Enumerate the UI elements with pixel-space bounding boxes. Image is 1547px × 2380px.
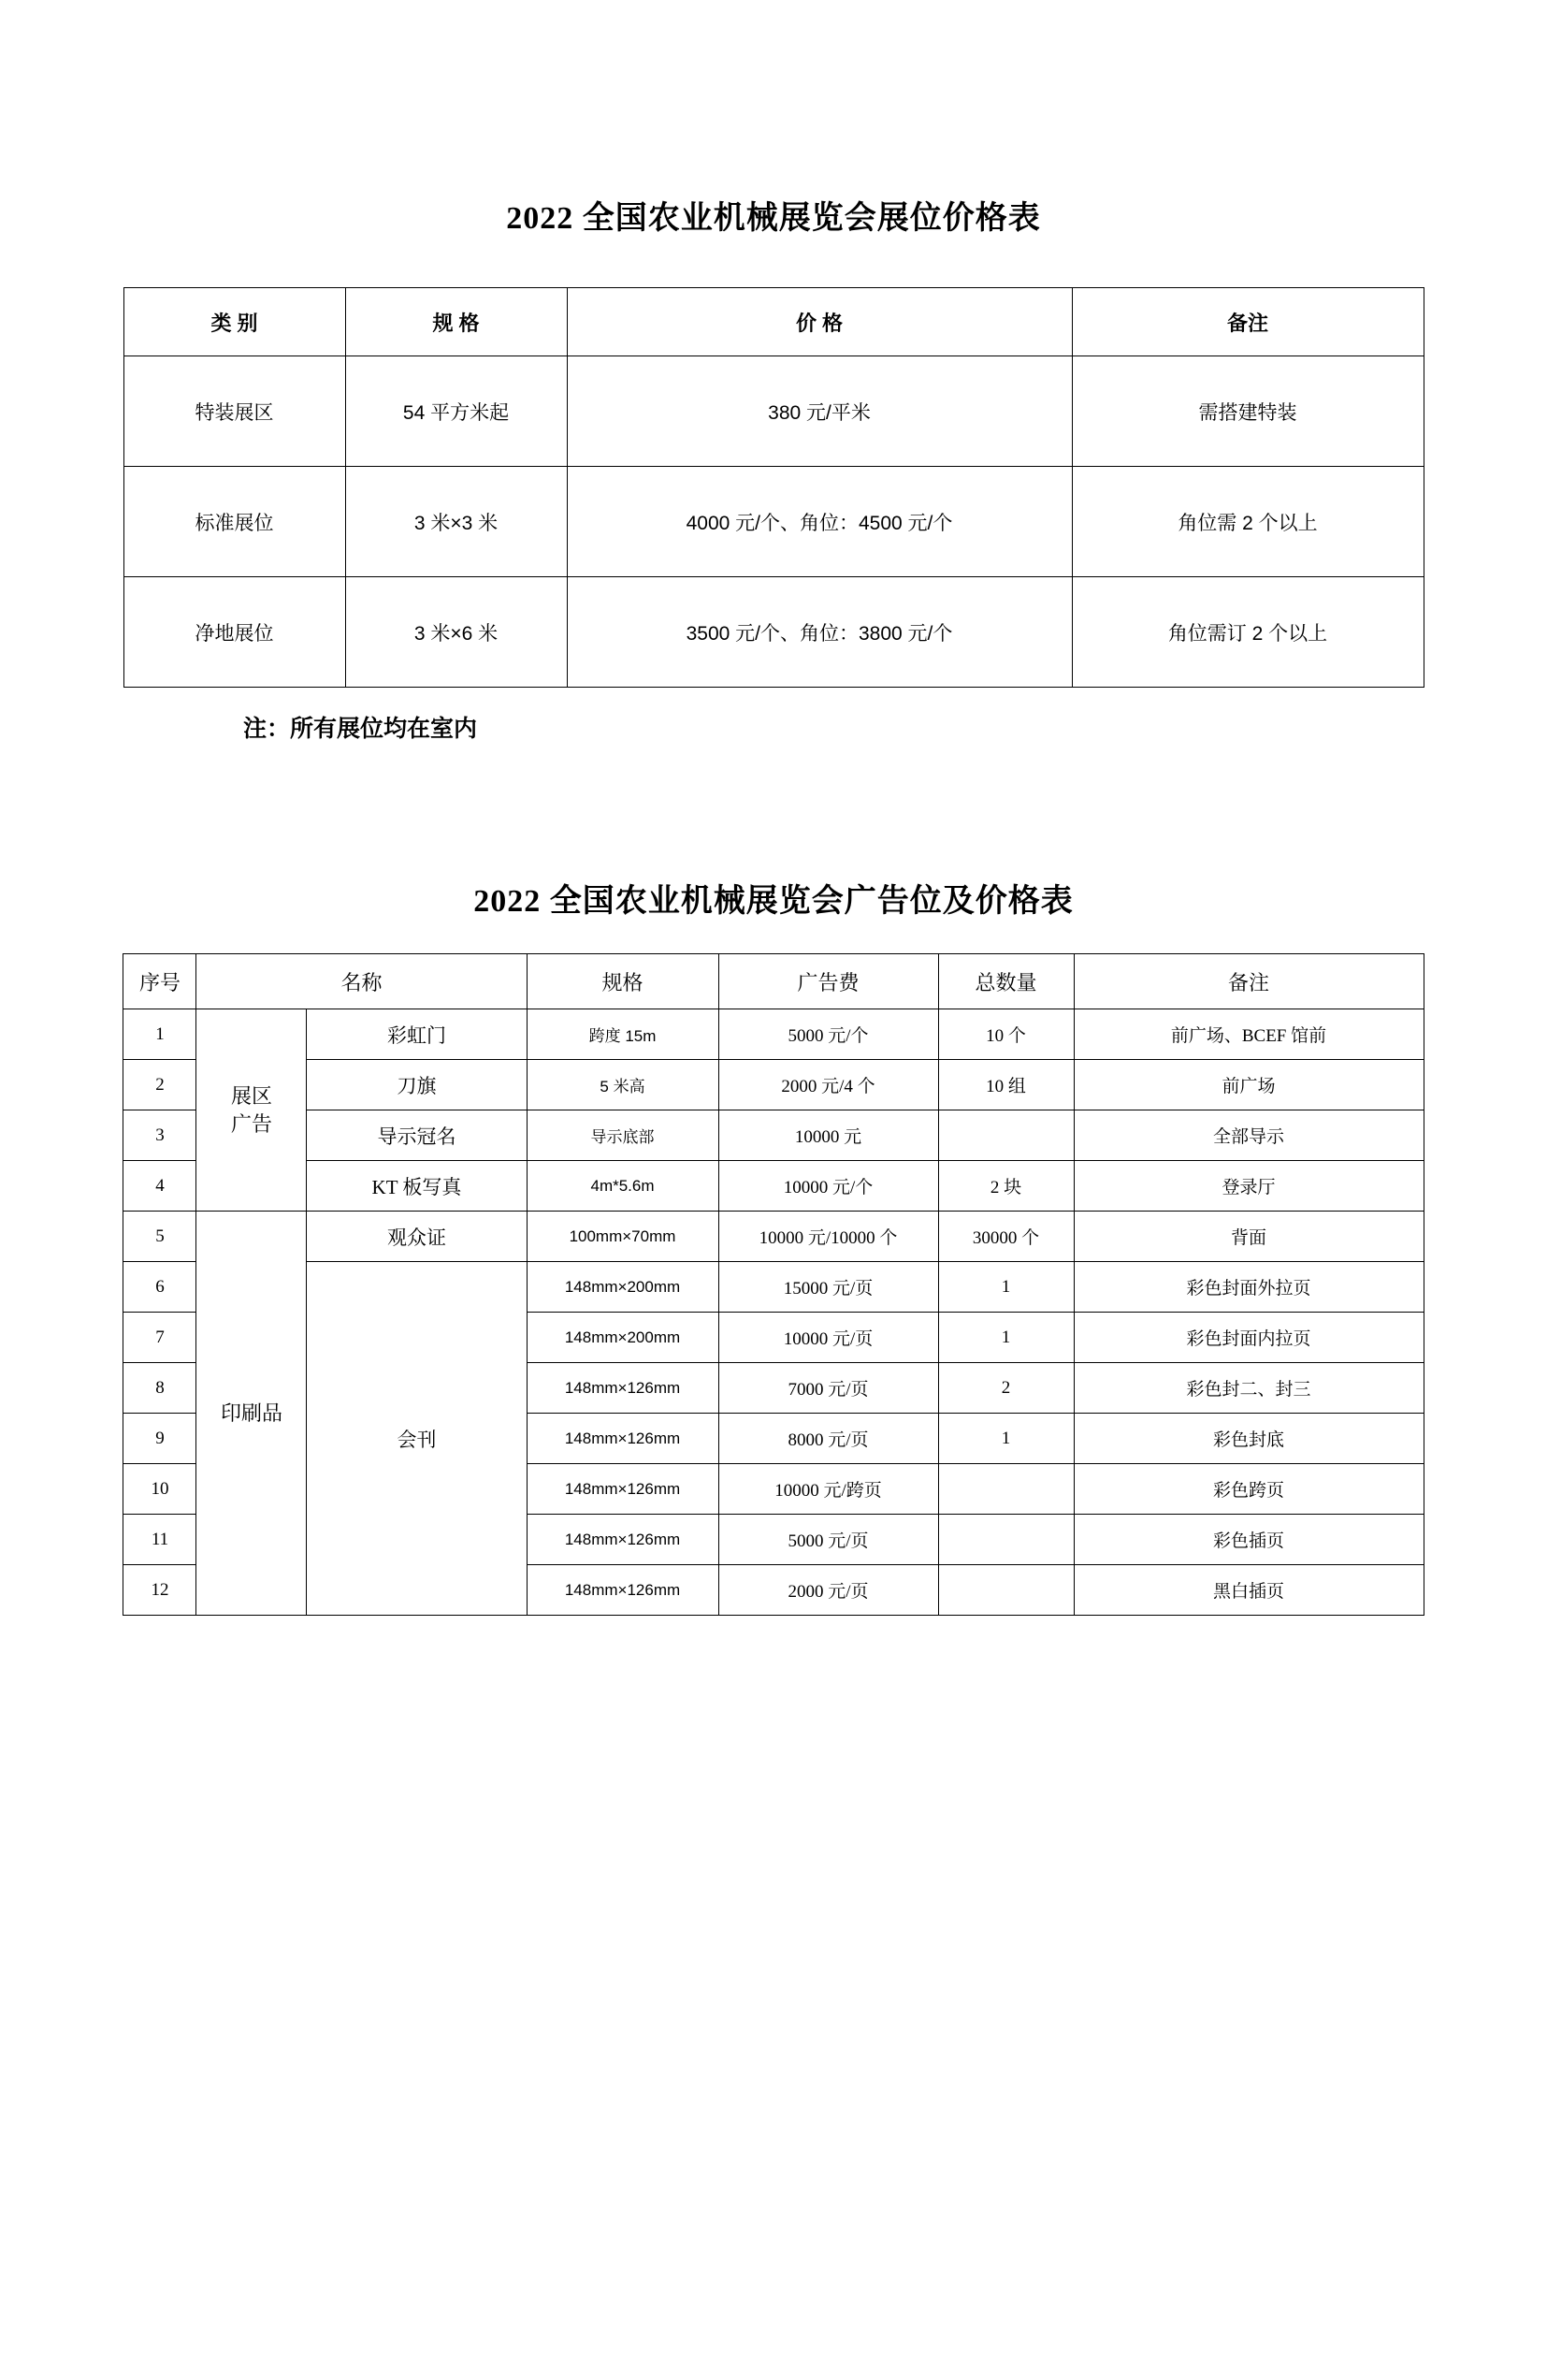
- cell-qty: 1: [938, 1313, 1074, 1363]
- cell-index: 3: [123, 1110, 196, 1161]
- cell-index: 2: [123, 1060, 196, 1110]
- cell-index: 11: [123, 1515, 196, 1565]
- cell-qty: 1: [938, 1262, 1074, 1313]
- table-header-row: [123, 954, 1424, 1009]
- cell-fee: 10000 元/个: [718, 1161, 938, 1212]
- cell-remark: 彩色封面外拉页: [1074, 1262, 1424, 1313]
- cell-spec: 148mm×126mm: [527, 1464, 718, 1515]
- cell-name: 导示冠名: [307, 1110, 527, 1161]
- column-header-price: 价 格: [567, 288, 1072, 356]
- cell-qty: [938, 1565, 1074, 1616]
- cell-qty: 2: [938, 1363, 1074, 1414]
- table-row: [123, 577, 1424, 688]
- cell-spec: 5 米高: [527, 1060, 718, 1110]
- cell-spec: 148mm×126mm: [527, 1414, 718, 1464]
- cell-fee: 5000 元/页: [718, 1515, 938, 1565]
- cell-group-printed-matter: 印刷品: [196, 1212, 307, 1616]
- cell-fee: 7000 元/页: [718, 1363, 938, 1414]
- cell-spec: 148mm×126mm: [527, 1363, 718, 1414]
- booth-table-note: 注：所有展位均在室内: [243, 717, 478, 742]
- cell-qty: [938, 1464, 1074, 1515]
- cell-price: 380 元/平米: [567, 356, 1072, 467]
- cell-price: 3500 元/个、角位：3800 元/个: [567, 577, 1072, 688]
- cell-category: 净地展位: [123, 577, 345, 688]
- cell-fee: 10000 元: [718, 1110, 938, 1161]
- cell-name: KT 板写真: [307, 1161, 527, 1212]
- cell-qty: 1: [938, 1414, 1074, 1464]
- cell-remark: 彩色封二、封三: [1074, 1363, 1424, 1414]
- cell-remark: 全部导示: [1074, 1110, 1424, 1161]
- cell-spec: 3 米×6 米: [345, 577, 567, 688]
- cell-category: 标准展位: [123, 467, 345, 577]
- cell-spec: 148mm×126mm: [527, 1565, 718, 1616]
- cell-spec: 3 米×3 米: [345, 467, 567, 577]
- cell-spec: 148mm×200mm: [527, 1313, 718, 1363]
- booth-price-table: [123, 287, 1424, 688]
- cell-index: 5: [123, 1212, 196, 1262]
- cell-spec: 148mm×200mm: [527, 1262, 718, 1313]
- cell-fee: 10000 元/10000 个: [718, 1212, 938, 1262]
- cell-name: 彩虹门: [307, 1009, 527, 1060]
- cell-remark: 前广场: [1074, 1060, 1424, 1110]
- ad-price-table: [123, 953, 1424, 1616]
- cell-qty: [938, 1515, 1074, 1565]
- column-header-remark: 备注: [1072, 288, 1424, 356]
- cell-name: 观众证: [307, 1212, 527, 1262]
- cell-index: 6: [123, 1262, 196, 1313]
- column-header-name: 名称: [196, 954, 527, 1009]
- document-page: [0, 192, 1547, 2380]
- cell-remark: 登录厅: [1074, 1161, 1424, 1212]
- cell-fee: 2000 元/4 个: [718, 1060, 938, 1110]
- cell-qty: [938, 1110, 1074, 1161]
- cell-fee: 2000 元/页: [718, 1565, 938, 1616]
- cell-qty: 10 组: [938, 1060, 1074, 1110]
- cell-group-exhibition-ads: [196, 1009, 307, 1212]
- cell-index: 12: [123, 1565, 196, 1616]
- cell-remark: 角位需订 2 个以上: [1072, 577, 1424, 688]
- cell-remark: 需搭建特装: [1072, 356, 1424, 467]
- page-title-ad-prices: 2022 全国农业机械展览会广告位及价格表: [473, 884, 1074, 919]
- column-header-remark: 备注: [1074, 954, 1424, 1009]
- column-header-fee: 广告费: [718, 954, 938, 1009]
- cell-spec: 100mm×70mm: [527, 1212, 718, 1262]
- cell-index: 8: [123, 1363, 196, 1414]
- cell-remark: 角位需 2 个以上: [1072, 467, 1424, 577]
- cell-fee: 5000 元/个: [718, 1009, 938, 1060]
- cell-spec: 54 平方米起: [345, 356, 567, 467]
- cell-name-huikan: 会刊: [307, 1262, 527, 1616]
- cell-index: 10: [123, 1464, 196, 1515]
- cell-category: 特装展区: [123, 356, 345, 467]
- table-row: [123, 1060, 1424, 1110]
- cell-remark: 黑白插页: [1074, 1565, 1424, 1616]
- table-row: [123, 356, 1424, 467]
- page-title-booth-prices: 2022 全国农业机械展览会展位价格表: [506, 201, 1041, 236]
- table-row: [123, 1212, 1424, 1262]
- column-header-spec: 规格: [527, 954, 718, 1009]
- table-row: [123, 1009, 1424, 1060]
- cell-qty: 10 个: [938, 1009, 1074, 1060]
- table-row: [123, 467, 1424, 577]
- cell-qty: 30000 个: [938, 1212, 1074, 1262]
- cell-fee: 8000 元/页: [718, 1414, 938, 1464]
- cell-fee: 10000 元/页: [718, 1313, 938, 1363]
- cell-fee: 10000 元/跨页: [718, 1464, 938, 1515]
- table-row: [123, 1262, 1424, 1313]
- cell-index: 4: [123, 1161, 196, 1212]
- cell-price: 4000 元/个、角位：4500 元/个: [567, 467, 1072, 577]
- cell-spec: 跨度 15m: [527, 1009, 718, 1060]
- cell-remark: 彩色封面内拉页: [1074, 1313, 1424, 1363]
- cell-fee: 15000 元/页: [718, 1262, 938, 1313]
- column-header-category: 类 别: [123, 288, 345, 356]
- group-label-line2: 广告: [230, 1111, 272, 1136]
- cell-remark: 彩色跨页: [1074, 1464, 1424, 1515]
- cell-qty: 2 块: [938, 1161, 1074, 1212]
- cell-remark: 背面: [1074, 1212, 1424, 1262]
- cell-name: 刀旗: [307, 1060, 527, 1110]
- cell-remark: 前广场、BCEF 馆前: [1074, 1009, 1424, 1060]
- column-header-index: 序号: [123, 954, 196, 1009]
- column-header-qty: 总数量: [938, 954, 1074, 1009]
- table-header-row: [123, 288, 1424, 356]
- cell-spec: 导示底部: [527, 1110, 718, 1161]
- cell-index: 7: [123, 1313, 196, 1363]
- section-spacer: [122, 744, 1425, 875]
- cell-spec: 148mm×126mm: [527, 1515, 718, 1565]
- group-label-line1: 展区: [230, 1083, 272, 1108]
- cell-spec: 4m*5.6m: [527, 1161, 718, 1212]
- cell-remark: 彩色封底: [1074, 1414, 1424, 1464]
- cell-index: 1: [123, 1009, 196, 1060]
- column-header-spec: 规 格: [345, 288, 567, 356]
- cell-index: 9: [123, 1414, 196, 1464]
- table-row: [123, 1161, 1424, 1212]
- table-row: [123, 1110, 1424, 1161]
- cell-remark: 彩色插页: [1074, 1515, 1424, 1565]
